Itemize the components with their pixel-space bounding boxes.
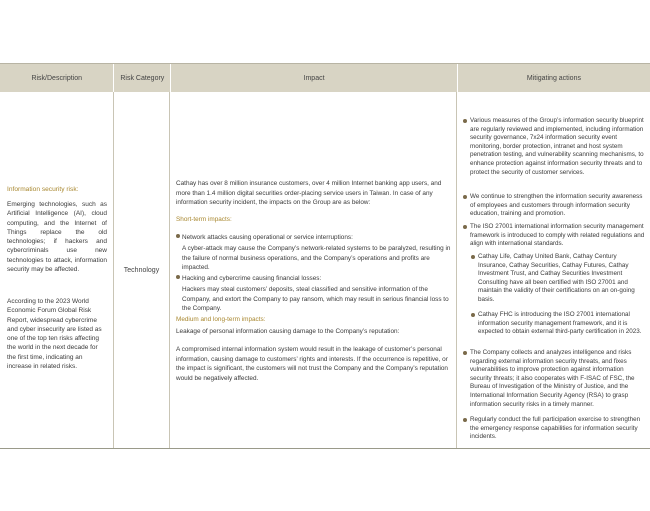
header-risk-description: Risk/Description — [0, 64, 114, 92]
mitigation-item: Various measures of the Group’s information security blueprint are regularly reviewed and implemented, including information security governance, 7x24 information security event monitoring, border protection, intranet and host system penetration testing, and vulnerability scanning mechanisms, to enhance protection against information security threats and to protect the security of customer services. — [463, 117, 647, 177]
impact-intro: Cathay has over 8 million insurance customers, over 4 million Internet banking app users, and more than 1.4 million digital securities order-placing service users in Taiwan. In case of any information security incident, the impacts on the Group are as below: — [176, 180, 442, 206]
mitigation-cell — [457, 92, 650, 448]
header-mitigating-actions: Mitigating actions — [526, 74, 581, 82]
mitigation-item: The Company collects and analyzes intelligence and risks regarding external information security threats, and fixes vulnerabilities to improve protection against information security threats; it also cooperates with F-ISAC of FSC, the Bureau of Investigation of the Ministry of Justice, and the International Information Security Agency (RSA) to grasp information security risks in a timely manner. — [463, 349, 647, 409]
risk-category-cell — [114, 92, 170, 448]
mitigation-subitem: Cathay FHC is introducing the ISO 27001 international information security management framework, and it is expected to obtain external third-party certification in 2023. — [471, 311, 647, 337]
risk-paragraph-1: Emerging technologies, such as Artificial Intelligence (AI), cloud computing, and the Internet of Things replace the old technologies; if hackers and cybercriminals use new technologies to attack, information security may be affected. — [7, 201, 107, 274]
impact-bullet-1-text: A cyber-attack may cause the Company’s network-related systems to be paralyzed, resulting in the failure of normal business operations, and the Company’s operations and profits are impacted. — [182, 245, 451, 271]
table-header — [0, 63, 650, 92]
short-term-heading: Short-term impacts: — [176, 216, 232, 223]
long-term-text: Leakage of personal information causing damage to the Company’s reputation: — [176, 328, 400, 335]
mitigation-item: We continue to strengthen the information security awareness of employees and customers through information security education, training and promotion. — [463, 193, 647, 219]
mitigation-subitem: Cathay Life, Cathay United Bank, Cathay Century Insurance, Cathay Securities, Cathay Futures, Cathay Investment Trust, and Cathay Securities Investment Consulting have all been certified with ISO 27001 and maintain the validity of their certifications on an on-going basis. — [471, 253, 647, 305]
risk-description-cell — [0, 92, 114, 448]
impact-cell — [170, 92, 457, 448]
long-term-heading: Medium and long-term impacts: — [176, 316, 266, 323]
impact-bullet-1: Network attacks causing operational or service interruptions: — [176, 233, 451, 243]
header-risk-category: Risk Category — [114, 64, 171, 92]
table-row — [0, 92, 650, 448]
risk-category: Technology — [123, 266, 160, 274]
mitigation-item: The ISO 27001 international information security management framework is introduced to comply with related regulations and align with international standards. — [463, 223, 647, 249]
mitigation-item: Regularly conduct the full participation exercise to strengthen the emergency response capabilities for information security incidents. — [463, 416, 647, 442]
impact-bullet-2: Hacking and cybercrime causing financial losses: — [176, 274, 451, 284]
risk-table — [0, 63, 650, 449]
long-term-paragraph: A compromised internal information system would result in the leakage of customer’s personal information, causing damage to customers’ rights and interests. If the occurrence is repetitive, or the impact is significant, the customers will not trust the Company and the Company’s reputation would be negatively affected. — [176, 346, 448, 382]
header-impact: Impact — [171, 64, 458, 92]
risk-paragraph-2: According to the 2023 World Economic Forum Global Risk Report, widespread cybercrime and cyber insecurity are listed as one of the top ten risks affecting the world in the next decade for the first time, indicating an increase in related risks. — [7, 298, 102, 371]
risk-title: Information security risk: — [7, 186, 79, 193]
impact-bullet-2-text: Hackers may steal customers’ deposits, steal classified and sensitive information of the Company, and extort the Company to pay ransom, which may result in serious financial loss to the Company. — [182, 286, 449, 312]
